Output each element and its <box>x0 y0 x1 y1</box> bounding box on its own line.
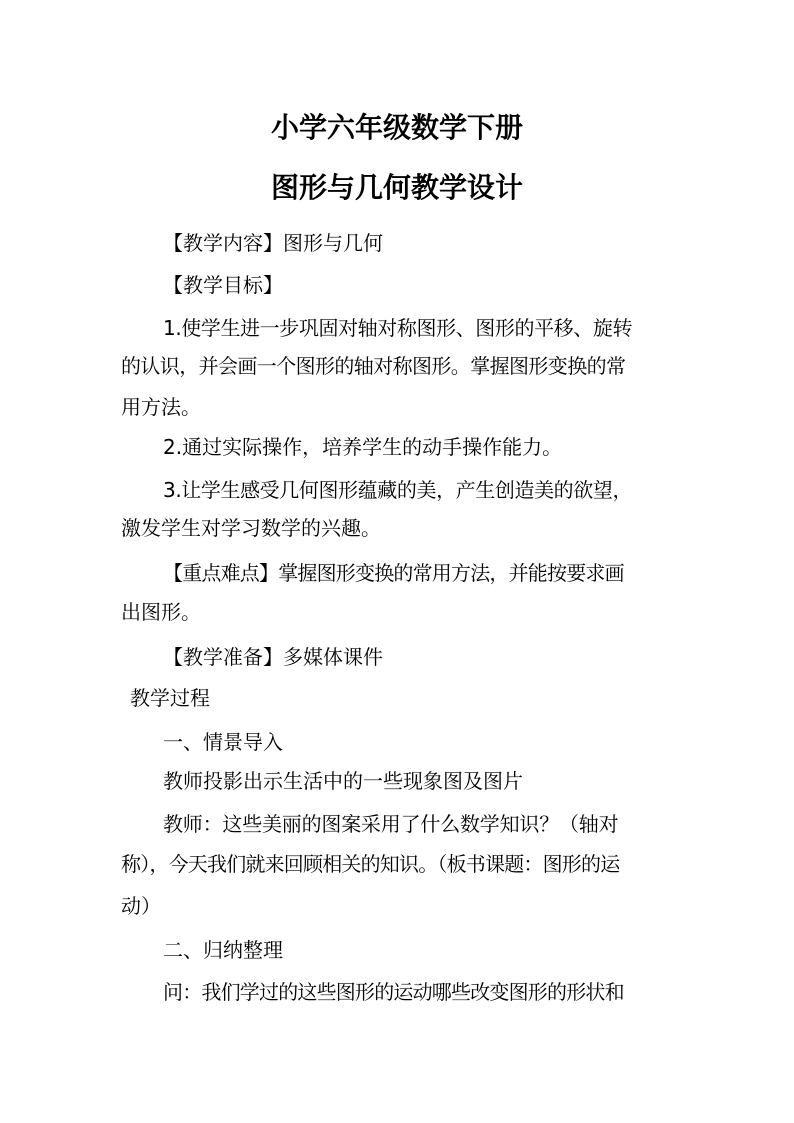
section-heading-preparation: 【教学准备】多媒体课件 <box>163 645 383 669</box>
paragraph-line: 的认识，并会画一个图形的轴对称图形。掌握图形变换的常 <box>121 354 626 378</box>
section-heading-key-points: 【重点难点】掌握图形变换的常用方法，并能按要求画 <box>163 561 624 585</box>
paragraph-line: 1.使学生进一步巩固对轴对称图形、图形的平移、旋转 <box>163 316 633 340</box>
paragraph-line: 教师：这些美丽的图案采用了什么数学知识？（轴对 <box>163 812 619 836</box>
section-heading-teaching-goals: 【教学目标】 <box>163 273 283 297</box>
paragraph-line: 3.让学生感受几何图形蕴藏的美，产生创造美的欲望， <box>163 478 633 502</box>
document-title-line-2: 图形与几何教学设计 <box>270 171 523 204</box>
paragraph-line: 称），今天我们就来回顾相关的知识。（板书课题：图形的运 <box>121 852 620 876</box>
section-heading-teaching-content: 【教学内容】图形与几何 <box>163 231 383 255</box>
paragraph-line: 激发学生对学习数学的兴趣。 <box>121 516 381 540</box>
paragraph-line: 2.通过实际操作，培养学生的动手操作能力。 <box>163 435 563 459</box>
section-heading-intro: 一、情景导入 <box>163 730 283 754</box>
section-heading-teaching-process: 教学过程 <box>130 686 210 710</box>
section-heading-summary: 二、归纳整理 <box>163 938 283 962</box>
paragraph-line: 出图形。 <box>121 600 201 624</box>
paragraph-line: 教师投影出示生活中的一些现象图及图片 <box>163 769 523 793</box>
paragraph-line: 问：我们学过的这些图形的运动哪些改变图形的形状和 <box>163 980 624 1004</box>
document-title-line-1: 小学六年级数学下册 <box>270 111 523 144</box>
paragraph-line: 动） <box>121 894 161 918</box>
paragraph-line: 用方法。 <box>121 395 201 419</box>
